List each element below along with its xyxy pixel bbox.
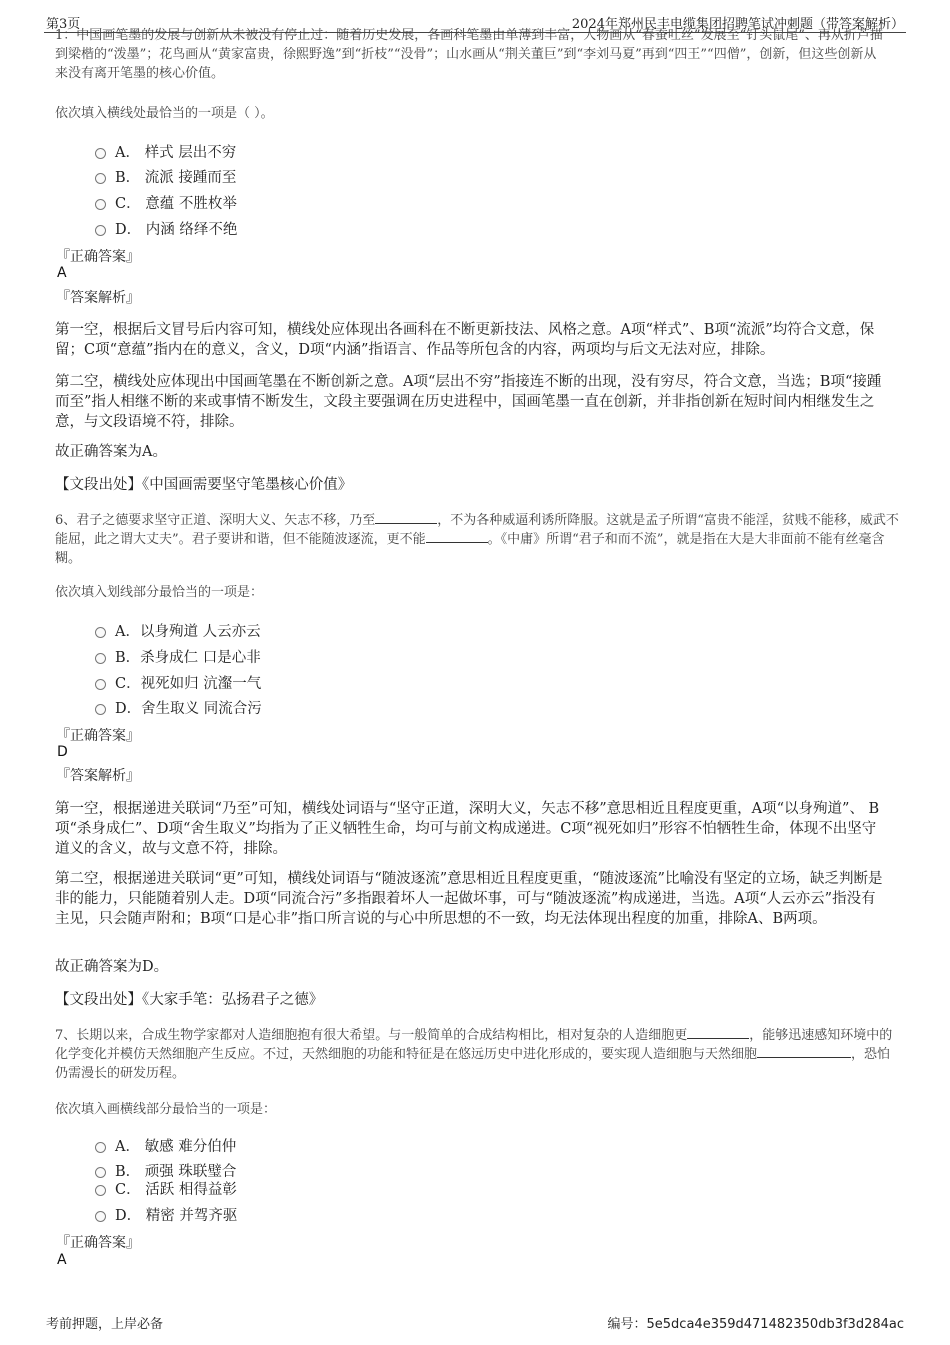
q5-passage-line: 1：中国画笔墨的发展与创新从未被没有停止过：随着历史发展，各画科笔墨由单薄到丰富，人物画从“春蚕吐丝”发展至“钉头鼠尾”、再从折芦描 [55, 28, 883, 43]
q6-option-c[interactable] [95, 672, 261, 692]
option-text: 精密 并驾齐驱 [141, 1207, 238, 1224]
q5-answer: A [57, 265, 67, 281]
q7-option-a[interactable] [95, 1135, 236, 1155]
radio-button[interactable] [95, 225, 106, 236]
option-letter: A． [115, 1138, 140, 1155]
radio-button[interactable] [95, 679, 106, 690]
q7-stem-text: ，恐怕仍需漫长的研发历程。 [55, 1047, 891, 1081]
footer-slogan: 考前押题，上岸必备 [46, 1317, 164, 1332]
q7-option-d[interactable] [95, 1204, 237, 1224]
option-text: 内涵 络绎不绝 [141, 221, 238, 238]
q5-option-a[interactable] [95, 141, 236, 161]
q5-analysis-paragraph: 第一空，根据后文冒号后内容可知，横线处应体现出各画科在不断更新技法、风格之意。A项“样式”、B项“流派”均符合文意，保留；C项“意蕴”指内在的意义，含义，D项“内涵”指语言、作品等所包含的内容，两项均与后文无法对应，排除。 [55, 322, 875, 358]
radio-button[interactable] [95, 1211, 106, 1222]
q6-answer-label: 『正确答案』 [56, 728, 140, 744]
radio-button[interactable] [95, 1142, 106, 1153]
q6-stem-text: 6、君子之德要求坚守正道、深明大义、矢志不移，乃至 [55, 513, 376, 528]
q6-stem [55, 511, 900, 568]
q5-passage-line: 到梁楷的“泼墨”；花鸟画从“黄家富贵，徐熙野逸”到“折枝”“没骨”；山水画从“荆关董巨”到“李刘马夏”再到“四王”“四僧”，创新，但这些创新从 [55, 47, 877, 62]
q5-analysis-paragraph: 第二空，横线处应体现出中国画笔墨在不断创新之意。A项“层出不穷”指接连不断的出现，没有穷尽，符合文意，当选；B项“接踵而至”指人相继不断的来或事情不断发生，文段主要强调在历史进程中，国画笔墨一直在创新，并非指创新在短时间内相继发生之意，与文段语境不符，排除。 [55, 374, 882, 430]
option-letter: A． [115, 623, 140, 640]
q5-option-c[interactable] [95, 192, 237, 212]
q7-answer: A [57, 1252, 67, 1268]
option-text: 舍生取义 同流合污 [141, 700, 262, 717]
option-letter: C． [115, 195, 141, 212]
q6-option-d[interactable] [95, 697, 262, 717]
q6-stem-text: 。《中庸》所谓“君子和而不流”，就是指在大是大非面前不能有丝毫含糊。 [55, 532, 885, 566]
radio-button[interactable] [95, 173, 106, 184]
q6-analysis-label: 『答案解析』 [56, 768, 140, 784]
radio-button[interactable] [95, 653, 106, 664]
option-letter: B． [115, 169, 141, 186]
option-letter: B． [115, 1163, 141, 1180]
radio-button[interactable] [95, 627, 106, 638]
page-number: 第3页 [46, 17, 81, 32]
code-value: 5e5dca4e359d471482350db3f3d284ac [646, 1317, 904, 1332]
document-title: 2024年郑州民丰电缆集团招聘笔试冲刺题（带答案解析） [571, 17, 904, 32]
option-letter: D． [115, 221, 142, 238]
option-text: 顽强 珠联璧合 [140, 1163, 237, 1180]
q6-stem-text: ，不为各种威逼利诱所降服。这就是孟子所谓“富贵不能淫，贫贱不能移，威武不能屈，此之谓大丈夫”。君子要讲和谐，但不能随波逐流，更不能 [55, 513, 899, 547]
q7-answer-label: 『正确答案』 [56, 1235, 140, 1251]
q6-answer: D [57, 744, 68, 760]
radio-button[interactable] [95, 704, 106, 715]
q7-stem [55, 1026, 900, 1083]
q6-conclusion: 故正确答案为D。 [55, 959, 169, 975]
option-text: 流派 接踵而至 [140, 169, 237, 186]
option-text: 视死如归 沆瀣一气 [140, 675, 262, 692]
q5-prompt: 依次填入横线处最恰当的一项是（ ）。 [55, 106, 274, 121]
q7-option-c[interactable] [95, 1178, 237, 1198]
option-text: 敏感 难分伯仲 [139, 1138, 237, 1155]
option-text: 以身殉道 人云亦云 [139, 623, 261, 640]
fill-blank [375, 511, 437, 524]
option-text: 活跃 相得益彰 [140, 1181, 237, 1198]
q5-passage [55, 28, 900, 95]
q5-conclusion: 故正确答案为A。 [55, 444, 167, 460]
option-letter: D． [115, 700, 142, 717]
q5-source: 【文段出处】《中国画需要坚守笔墨核心价值》 [55, 477, 353, 493]
option-letter: A． [115, 144, 140, 161]
q6-prompt: 依次填入划线部分最恰当的一项是： [55, 585, 264, 600]
fill-blank [687, 1026, 749, 1039]
radio-button[interactable] [95, 148, 106, 159]
q6-source: 【文段出处】《大家手笔：弘扬君子之德》 [55, 992, 324, 1008]
option-letter: D． [115, 1207, 142, 1224]
q5-passage-line: 来没有离开笔墨的核心价值。 [55, 66, 225, 81]
q7-stem-text: ，能够迅速感知环境中的化学变化并模仿天然细胞产生反应。不过，天然细胞的功能和特征是在悠远历史中进化形成的，要实现人造细胞与天然细胞 [55, 1028, 893, 1062]
code-label: 编号： [607, 1317, 647, 1332]
option-letter: B． [115, 649, 141, 666]
fill-blank [426, 530, 488, 543]
radio-button[interactable] [95, 199, 106, 210]
q5-answer-label: 『正确答案』 [56, 249, 140, 265]
fill-blank [757, 1045, 851, 1058]
option-text: 杀身成仁 口是心非 [140, 649, 261, 666]
q7-stem-text: 7、长期以来，合成生物学家都对人造细胞抱有很大希望。与一般简单的合成结构相比，相对复杂的人造细胞更 [55, 1028, 688, 1043]
q6-analysis-paragraph: 第二空，根据递进关联词“更”可知，横线处词语与“随波逐流”意思相近且程度更重，“随波逐流”比喻没有坚定的立场，缺乏判断是非的能力，只能随着别人走。D项“同流合污”多指跟着坏人一起做坏事，可与“随波逐流”构成递进，当选。A项“人云亦云”指没有主见，只会随声附和；B项“口是心非”指口所言说的与心中所思想的不一致，均无法体现出程度的加重，排除A、B两项。 [55, 871, 883, 927]
document-code [608, 1313, 905, 1332]
q5-option-b[interactable] [95, 166, 236, 186]
option-letter: C． [115, 675, 141, 692]
q5-analysis-label: 『答案解析』 [56, 290, 140, 306]
radio-button[interactable] [95, 1185, 106, 1196]
q6-option-a[interactable] [95, 620, 261, 640]
q5-option-d[interactable] [95, 218, 237, 238]
option-text: 意蕴 不胜枚举 [140, 195, 237, 212]
q7-prompt: 依次填入画横线部分最恰当的一项是： [55, 1102, 277, 1117]
radio-button[interactable] [95, 1167, 106, 1178]
q6-option-b[interactable] [95, 646, 261, 666]
q6-analysis-paragraph: 第一空，根据递进关联词“乃至”可知，横线处词语与“坚守正道，深明大义，矢志不移”意思相近且程度更重，A项“以身殉道”、 B项“杀身成仁”、D项“舍生取义”均指为了正义牺牲生命，均可与前文构成递进。C项“视死如归”形容不怕牺牲生命，体现不出坚守道义的含义，故与文意不符，排除。 [55, 801, 880, 857]
option-letter: C． [115, 1181, 141, 1198]
option-text: 样式 层出不穷 [139, 144, 237, 161]
